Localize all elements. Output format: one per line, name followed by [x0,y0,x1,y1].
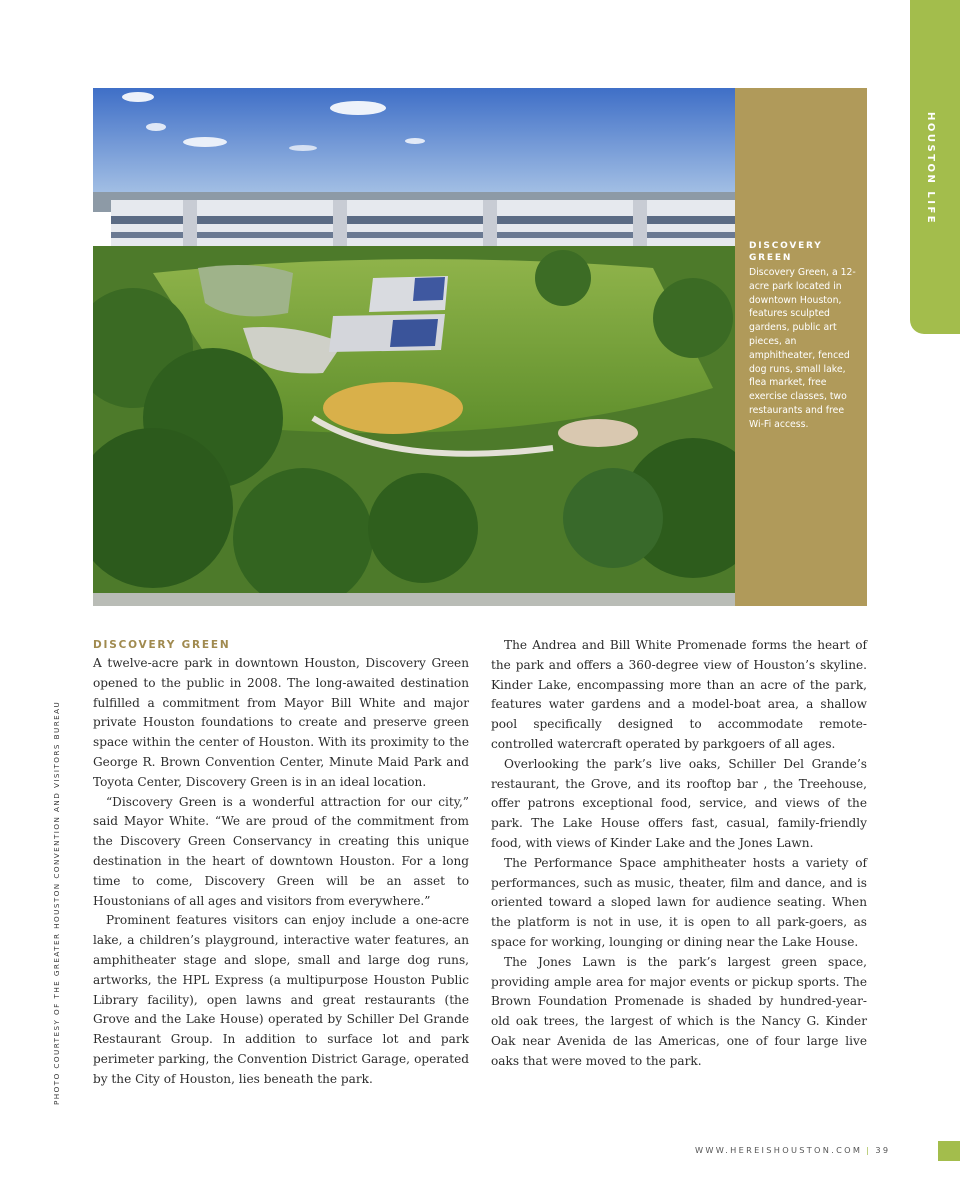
page-footer [695,1145,890,1155]
footer-website[interactable]: WWW.HEREISHOUSTON.COM [695,1145,863,1155]
article-paragraph: The Andrea and Bill White Promenade forms the heart of the park and offers a 360-degree view of Houston’s skyline. Kinder Lake, encompassing more than an acre of the park, features water gardens and a model-boat area, a shallow pool specifically designed to accommodate remote-controlled watercraft operated by parkgoers of all ages. [491,638,867,751]
article-heading: DISCOVERY GREEN [93,639,231,651]
photo-caption-box [735,88,867,606]
caption-text: Discovery Green, a 12-acre park located in downtown Houston, features sculpted gardens, public art pieces, an amphitheater, fenced dog runs, small lake, flea market, free exercise classes, two restaurants and free Wi-Fi access. [749,267,856,430]
park-photo [93,88,735,606]
article-paragraph: A twelve-acre park in downtown Houston, Discovery Green opened to the public in 2008. The long-awaited destination fulfilled a commitment from Mayor Bill White and major private Houston foundations to create and preserve green space within the center of Houston. With its proximity to the George R. Brown Convention Center, Minute Maid Park and Toyota Center, Discovery Green is in an ideal location. [93,656,469,789]
photo-credit: PHOTO COURTESY OF THE GREATER HOUSTON CONVENTION AND VISITORS BUREAU [52,700,61,1105]
article-paragraph: Prominent features visitors can enjoy include a one-acre lake, a children’s playground, interactive water features, an amphitheater stage and slope, small and large dog runs, artworks, the HPL Express (a multipurpose Houston Public Library facility), open lawns and great restaurants (the Grove and the Lake House) operated by Schiller Del Grande Restaurant Group. In addition to surface lot and park perimeter parking, the Convention District Garage, operated by the City of Houston, lies beneath the park. [93,913,469,1086]
section-tab-label: HOUSTON LIFE [925,112,936,226]
article-paragraph: Overlooking the park’s live oaks, Schiller Del Grande’s restaurant, the Grove, and its rooftop bar , the Treehouse, offer patrons exceptional food, service, and views of the park. The Lake House offers fast, casual, family-friendly food, with views of Kinder Lake and the Jones Lawn. [491,756,867,850]
page-number: 39 [875,1145,891,1155]
article-column-left [93,636,469,1090]
footer-separator: | [866,1145,872,1155]
article-paragraph: The Performance Space amphitheater hosts a variety of performances, such as music, theater, film and dance, and is oriented toward a sloped lawn for audience seating. When the platform is not in use, it is open to all park-goers, as space for working, lounging or dining near the Lake House. [491,855,867,949]
article-column-right [491,636,867,1072]
footer-color-block [938,1141,960,1161]
article-paragraph: The Jones Lawn is the park’s largest green space, providing ample area for major events or pickup sports. The Brown Foundation Promenade is shaded by hundred-year-old oak trees, the largest of which is the Nancy G. Kinder Oak near Avenida de las Americas, one of four large live oaks that were moved to the park. [491,954,867,1068]
caption-title: DISCOVERY GREEN [749,241,823,263]
article-paragraph: “Discovery Green is a wonderful attraction for our city,” said Mayor White. “We are proud of the commitment from the Discovery Green Conservancy in creating this unique destination in the heart of downtown Houston. For a long time to come, Discovery Green will be an asset to Houstonians of all ages and visitors from everywhere.” [93,794,469,908]
